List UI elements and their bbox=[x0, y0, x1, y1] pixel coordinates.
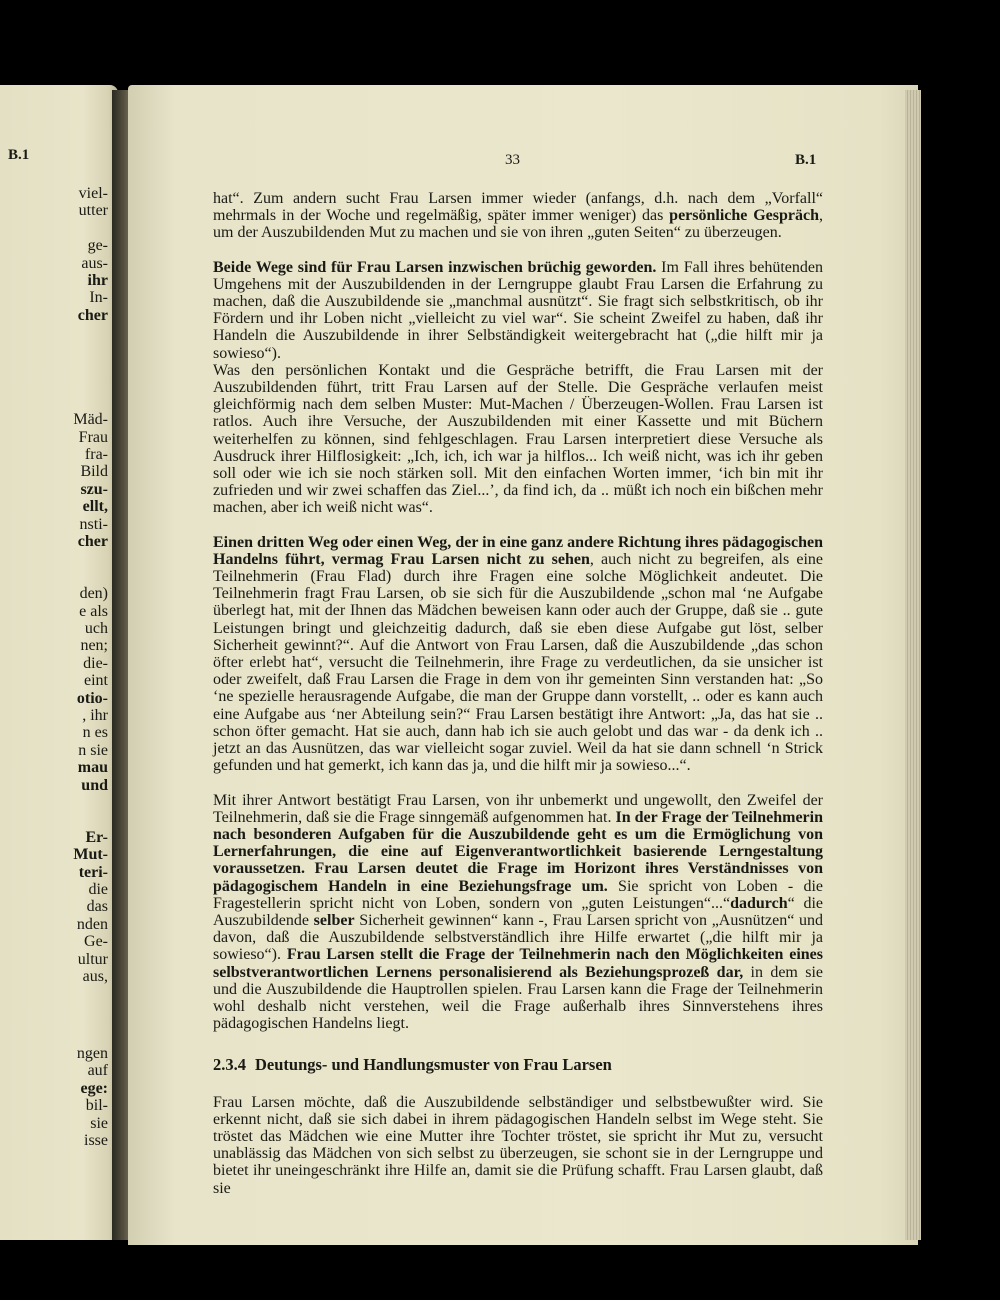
section-heading-number: 2.3.4 bbox=[213, 1055, 246, 1075]
previous-page-fragment: ge- bbox=[87, 237, 108, 255]
previous-page-fragment: ihr bbox=[87, 272, 108, 289]
previous-page-fragment: mau bbox=[77, 759, 108, 777]
text-run: dadurch bbox=[730, 894, 788, 912]
section-heading bbox=[213, 1056, 823, 1073]
previous-page-fragment: nen; bbox=[80, 637, 108, 655]
previous-page-fragment: teri- bbox=[78, 863, 108, 881]
previous-page-fragment: cher bbox=[77, 533, 108, 550]
previous-page-fragment: Bild bbox=[80, 463, 108, 481]
text-run: persönliche Gespräch bbox=[669, 207, 819, 225]
text-run: , um der Auszubildenden Mut zu machen und sie von ihren „guten Seiten“ zu überzeugen. bbox=[213, 207, 823, 242]
previous-page-fragment: isse bbox=[84, 1132, 108, 1149]
page-body bbox=[213, 190, 823, 1214]
text-run: “ die Auszubildende bbox=[213, 894, 824, 929]
previous-page-fragment: otio- bbox=[76, 689, 108, 707]
text-run: Im Fall ihres behütenden Umgehens mit der Auszubildenden in der Lerngruppe glaubt Frau Larsen die Erfahrung zu machen, daß die Auszubildende sie „manchmal ausnützt“. Sie fragt sich selbstkritisch, ob ihr Fördern und ihr Loben nicht „vielleicht zu viel war“. Sie scheint Zweifel zu haben, daß ihr Handeln die Auszubildende in ihrer Selbständigkeit weitergebracht hat („die hilft mir ja sowieso“). bbox=[213, 258, 823, 362]
previous-page-fragment: Mut- bbox=[73, 846, 108, 864]
previous-page-fragment: e als bbox=[79, 602, 108, 620]
previous-page bbox=[0, 85, 118, 1240]
previous-page-fragment: die bbox=[88, 881, 108, 898]
previous-page-fragment: sie bbox=[90, 1114, 108, 1132]
page-edges bbox=[905, 90, 921, 1240]
text-run: Sicherheit gewinnen“ kann -, Frau Larsen spricht von „Ausnützen“ und davon, daß die Auszubildende selbstverständlich ihre Hilfe erwartet („die hilft mir ja sowieso“). bbox=[213, 911, 824, 964]
paragraph-2 bbox=[213, 259, 823, 362]
paragraph-4 bbox=[213, 534, 823, 775]
previous-page-fragment: Mäd- bbox=[73, 411, 108, 429]
paragraph-3 bbox=[213, 362, 823, 517]
previous-page-fragment: eint bbox=[84, 672, 108, 690]
previous-page-fragment: uch bbox=[84, 620, 108, 637]
previous-page-fragment: utter bbox=[78, 202, 108, 220]
previous-page-fragment: bil- bbox=[85, 1097, 108, 1115]
previous-page-fragment: ngen bbox=[76, 1045, 108, 1062]
previous-page-fragment: Ge- bbox=[84, 933, 108, 951]
previous-page-header: B.1 bbox=[8, 147, 30, 163]
text-run: Beide Wege sind für Frau Larsen inzwischen brüchig geworden. bbox=[213, 258, 657, 276]
previous-page-fragment: nden bbox=[76, 915, 108, 933]
text-run: selber bbox=[313, 911, 355, 929]
paragraph-5 bbox=[213, 792, 823, 1033]
previous-page-fragment: fra- bbox=[84, 446, 108, 463]
previous-page-fragment: die- bbox=[83, 654, 108, 672]
paragraph-6: Frau Larsen möchte, daß die Auszubildende selbständiger und selbstbewußter wird. Sie erkennt nicht, daß sie sich dabei in ihrem pädagogischen Handeln selbst im Wege steht. Sie tröstet das Mädchen wie eine Mutter ihre Tochter tröstet, sie spricht ihr Mut zu, versucht unablässig das Mädchen von sich selbst zu überzeugen, sie schont sie in der Lerngruppe und bietet ihr uneingeschränkt ihre Hilfe an, damit sie die Prüfung schafft. Frau Larsen glaubt, daß sie bbox=[213, 1093, 823, 1197]
previous-page-fragment: aus, bbox=[82, 968, 108, 985]
previous-page-fragment: ellt, bbox=[82, 498, 108, 516]
previous-page-fragment: Er- bbox=[85, 828, 108, 846]
previous-page-fragment: auf bbox=[87, 1062, 108, 1080]
text-run: in dem sie und die Auszubildende die Hauptrollen spielen. Frau Larsen kann die Frage der Teilnehmerin wohl deshalb nicht verstehen, weil die Frage außerhalb ihres Sinnverstehens ihres pädagogischen Handelns liegt. bbox=[213, 963, 823, 1033]
previous-page-fragment: In- bbox=[89, 289, 108, 307]
text-run: Frau Larsen stellt die Frage der Teilnehmerin nach den Möglichkeiten eines selbstverantwortlichen Lernens personalisierend als Beziehungsprozeß dar, bbox=[213, 946, 823, 981]
previous-page-fragment: n es bbox=[82, 724, 108, 742]
page-number: 33 bbox=[505, 152, 520, 168]
previous-page-fragment: Frau bbox=[78, 428, 108, 446]
previous-page-fragment: viel- bbox=[78, 185, 108, 202]
previous-page-fragment: nsti- bbox=[79, 515, 108, 533]
previous-page-fragment: ege: bbox=[80, 1079, 108, 1097]
paragraph-1 bbox=[213, 190, 823, 242]
text-run: hat“. Zum andern sucht Frau Larsen immer wieder (anfangs, d.h. nach dem „Vorfall“ mehrmals in der Woche und regelmäßig, später immer weniger) das bbox=[213, 190, 823, 225]
previous-page-fragment: szu- bbox=[80, 480, 108, 498]
section-label: B.1 bbox=[795, 152, 817, 168]
previous-page-fragment: n sie bbox=[78, 741, 108, 759]
text-run: Was den persönlichen Kontakt und die Gespräche betrifft, die Frau Larsen mit der Auszubildenden führt, tritt Frau Larsen auf der Stelle. Die Gespräche verlaufen meist gleichförmig nach dem selben Muster: Mut-Machen / Überzeugen-Wollen. Frau Larsen ist ratlos. Auch ihre Versuche, der Auszubildenden mit einer Kassette und mit Büchern weiterhelfen zu können, sind fehlgeschlagen. Frau Larsen interpretiert diese Versuche als Ausdruck ihrer Hilflosigkeit: „Ich, ich, ich war ja hilflos... Ich weiß nicht, was ich ihr geben soll oder wie ich sie noch stärken soll. Mit den einfachen Worten immer, ‘ich bin mit ihr zufrieden und wir zwei schaffen das Ziel...’, da find ich, da .. müßt ich noch ein bißchen mehr machen, aber ich weiß nicht was“. bbox=[213, 361, 823, 517]
section-heading-title: Deutungs- und Handlungsmuster von Frau Larsen bbox=[255, 1055, 612, 1075]
text-run: Sie spricht von Loben - die Fragestellerin spricht nicht von Loben, sondern von „guten Leistungen“...“ bbox=[213, 877, 823, 912]
previous-page-fragment: ultur bbox=[77, 950, 108, 968]
previous-page-fragment: , ihr bbox=[82, 707, 108, 724]
text-run: Einen dritten Weg oder einen Weg, der in eine ganz andere Richtung ihres pädagogischen Handelns führt, vermag Frau Larsen nicht zu sehen bbox=[213, 533, 823, 568]
text-run: Mit ihrer Antwort bestätigt Frau Larsen, von ihr unbemerkt und ungewollt, den Zweifel der Teilnehmerin, daß sie die Frage sinngemäß aufgenommen hat. bbox=[213, 791, 823, 826]
previous-page-fragment: cher bbox=[77, 306, 108, 324]
previous-page-fragment: aus- bbox=[81, 254, 108, 272]
text-run: , auch nicht zu begreifen, als eine Teilnehmerin (Frau Flad) durch ihre Fragen eine solche Möglichkeit andeutet. Die Teilnehmerin fragt Frau Larsen, ob sie sich für die Auszubildende „schon mal ‘ne Aufgabe überlegt hat, mit der Ihnen das Mädchen beweisen kann oder auch der Gruppe, daß sie .. gute Leistungen bringt und gleichzeitig dadurch, daß sie eben diese Aufgabe gut löst, selber Sicherheit gewinnt?“. Auf die Antwort von Frau Larsen, daß die Auszubildende „das schon öfter erlebt hat“, versucht die Teilnehmerin, ihre Frage zu verdeutlichen, da sie unsicher ist oder zweifelt, daß Frau Larsen die Frage in dem von ihr gemeinten Sinn verstanden hat: „So ‘ne spezielle herausragende Aufgabe, die man der Gruppe dann vorstellt, .. oder es kann auch eine Aufgabe aus ‘ner Abteilung sein?“ Frau Larsen bestätigt ihre Antwort: „Ja, das hat sie .. schon öfter gemacht. Hat sie auch, dann hab ich sie auch gelobt und das war - da denk ich .. jetzt an das Ausnützen, das war vielleicht sogar zuviel. Weil da hat sie dann schnell ‘n Strick gefunden und hat gemerkt, ich kann das ja, und die hilft mir ja sowieso...“. bbox=[213, 550, 824, 775]
previous-page-fragment: und bbox=[81, 776, 108, 794]
previous-page-fragment: den) bbox=[79, 585, 108, 603]
text-run: In der Frage der Teilnehmerin nach besonderen Aufgaben für die Auszubildende geht es um die Ermöglichung von Lernerfahrungen, die eine auf Eigenverantwortlichkeit basierende Lerngestaltung voraussetzen. Frau Larsen deutet die Frage im Horizont ihres Verständnisses von pädagogischem Handeln in eine Beziehungsfrage um. bbox=[213, 808, 823, 895]
previous-page-fragment: das bbox=[86, 898, 108, 916]
